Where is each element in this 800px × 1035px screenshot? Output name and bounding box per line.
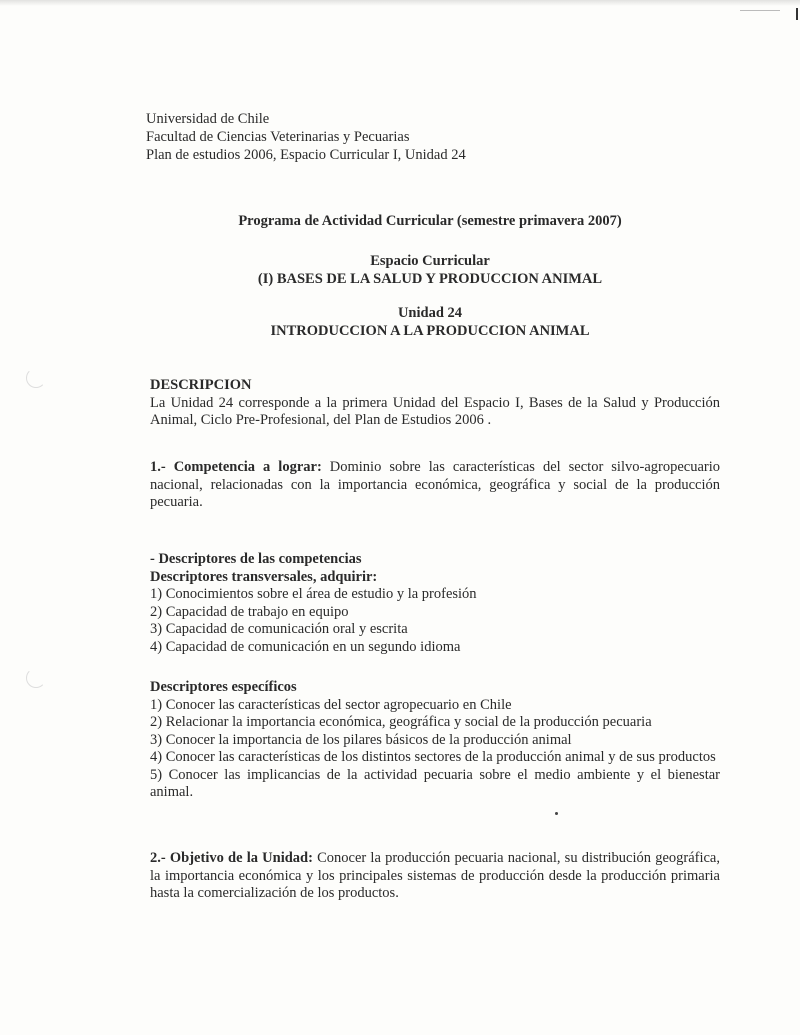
list-item: 2) Capacidad de trabajo en equipo: [150, 603, 349, 620]
stray-mark: [555, 812, 558, 815]
transversales-title: Descriptores transversales, adquirir:: [150, 568, 378, 585]
unidad-name: INTRODUCCION A LA PRODUCCION ANIMAL: [270, 323, 590, 339]
objetivo-section: [150, 850, 720, 903]
descriptores-especificos: [150, 679, 720, 802]
study-plan: Plan de estudios 2006, Espacio Curricular I, Unidad 24: [146, 147, 466, 163]
list-item: 4) Capacidad de comunicación en un segundo idioma: [150, 638, 461, 655]
descriptores-transversales: [150, 551, 720, 656]
especificos-title: Descriptores específicos: [150, 679, 297, 695]
unidad-block: [30, 304, 800, 340]
list-item: 1) Conocimientos sobre el área de estudio y la profesión: [150, 586, 477, 602]
espacio-curricular: [30, 252, 800, 288]
scan-edge: [0, 0, 800, 6]
list-item: 1) Conocer las características del sector agropecuario en Chile: [150, 696, 512, 713]
competencia-text: Dominio sobre las características del sector silvo-agropecuario nacional, relacionadas con la importancia económica, geográfica y social de la producción pecuaria.: [150, 459, 720, 510]
program-title: Programa de Actividad Curricular (semestre primavera 2007): [238, 213, 622, 229]
espacio-label: Espacio Curricular: [370, 253, 490, 269]
scan-dash: [740, 10, 780, 11]
list-item: 3) Conocer la importancia de los pilares básicos de la producción animal: [150, 731, 572, 748]
descripcion-title: DESCRIPCION: [150, 377, 252, 393]
university-name: Universidad de Chile: [146, 111, 270, 127]
competencia-section: [150, 459, 720, 512]
objetivo-label: 2.- Objetivo de la Unidad:: [150, 850, 313, 866]
list-item: 5) Conocer las implicancias de la actividad pecuaria sobre el medio ambiente y el bienestar animal.: [150, 766, 720, 800]
faculty-name: Facultad de Ciencias Veterinarias y Pecuarias: [146, 129, 410, 145]
descriptores-heading: - Descriptores de las competencias: [150, 551, 362, 567]
unidad-label: Unidad 24: [397, 305, 463, 321]
list-item: 3) Capacidad de comunicación oral y escrita: [150, 621, 408, 637]
punch-hole-mark: [26, 668, 46, 688]
list-item: 2) Relacionar la importancia económica, geográfica y social de la producción pecuaria: [150, 714, 652, 730]
objetivo-text: Conocer la producción pecuaria nacional, su distribución geográfica, la importancia económica y los principales sistemas de producción desde la producción primaria hasta la comercialización de los productos.: [150, 850, 720, 901]
descripcion-text: La Unidad 24 corresponde a la primera Unidad del Espacio I, Bases de la Salud y Producción Animal, Ciclo Pre-Profesional, del Plan de Estudios 2006 .: [150, 394, 720, 428]
scan-mark: [796, 8, 798, 20]
institution-header: [146, 110, 466, 164]
espacio-name: (I) BASES DE LA SALUD Y PRODUCCION ANIMAL: [257, 271, 603, 287]
punch-hole-mark: [26, 368, 46, 388]
list-item: 4) Conocer las características de los distintos sectores de la producción animal y de sus productos: [150, 749, 716, 765]
competencia-label: 1.- Competencia a lograr:: [150, 459, 322, 475]
descripcion-section: [150, 377, 720, 430]
